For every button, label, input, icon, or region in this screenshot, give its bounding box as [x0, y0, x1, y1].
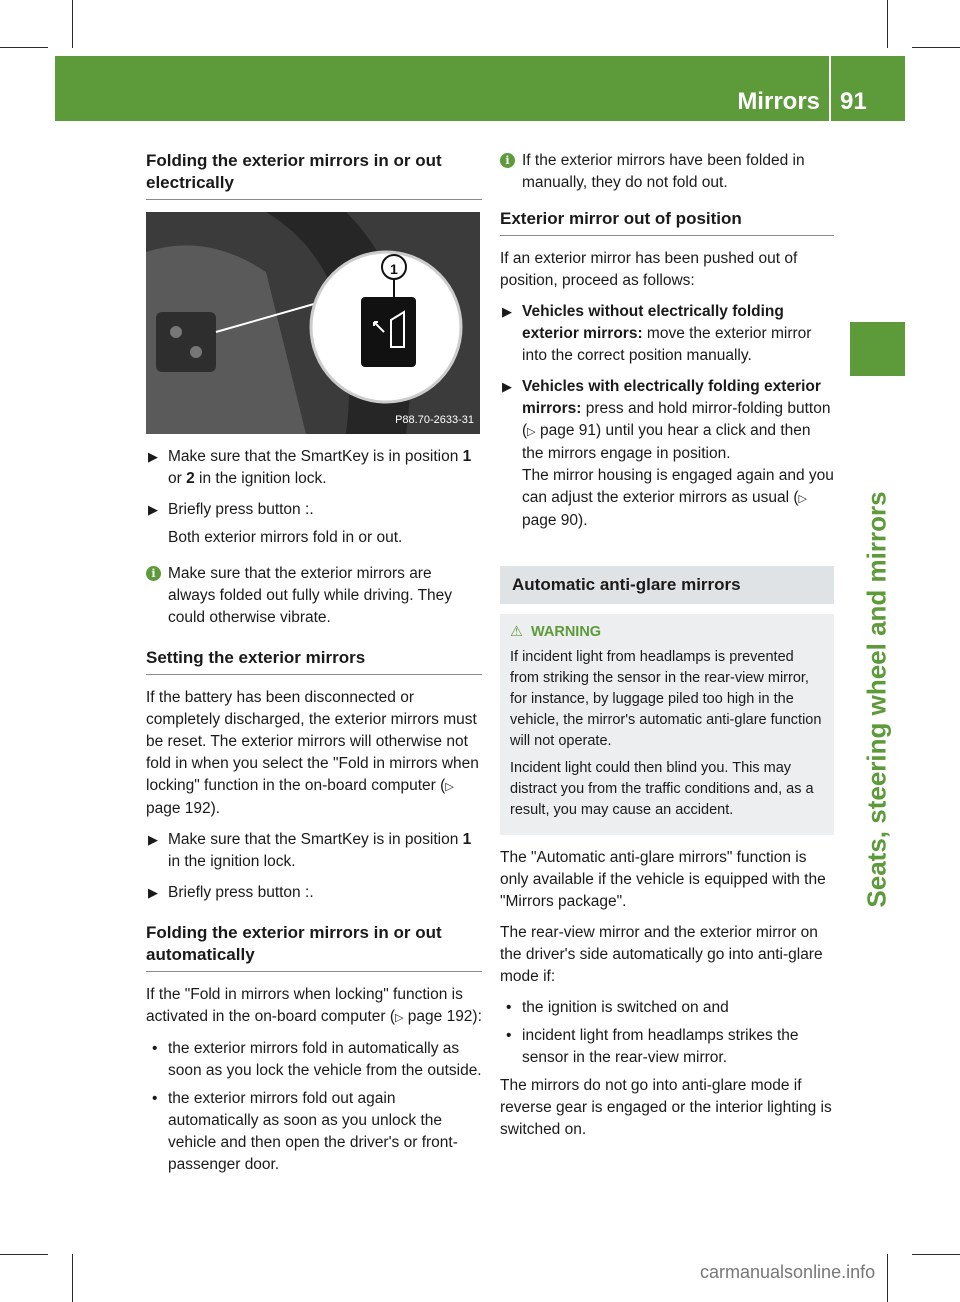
warning-title	[510, 622, 824, 643]
page-ref[interactable]: page 192):	[407, 1008, 482, 1025]
step-press-button: ▶ Briefly press button :. Both exterior mirrors fold in or out.	[146, 499, 482, 549]
info-text: Make sure that the exterior mirrors are always folded out fully while driving. They could otherwise vibrate.	[168, 565, 453, 626]
info-icon: i	[500, 153, 515, 168]
heading-setting: Setting the exterior mirrors	[146, 647, 482, 675]
triangle-right-icon: ▶	[148, 885, 158, 900]
step-continuation	[522, 465, 834, 532]
heading-fold-auto: Folding the exterior mirrors in or out automatically	[146, 922, 482, 972]
step-smartkey-position	[146, 446, 482, 490]
callout-1: 1	[390, 261, 398, 277]
bullet-text: incident light from headlamps strikes the sensor in the rear-view mirror.	[522, 1027, 799, 1066]
triangle-right-icon: ▶	[148, 449, 158, 464]
auto-paragraph	[146, 984, 482, 1029]
heading-fold-electric: Folding the exterior mirrors in or out electrically	[146, 150, 482, 200]
setting-paragraph	[146, 687, 482, 820]
position-number: 1	[462, 831, 472, 848]
page-ref[interactable]: page 192).	[146, 800, 221, 817]
step-text: in the ignition lock.	[199, 470, 327, 487]
step-text: The mirror housing is engaged again and you can adjust the exterior mirrors as usual (	[522, 467, 834, 506]
crop-mark	[72, 0, 73, 48]
photo-illustration	[146, 212, 480, 434]
step-smartkey	[146, 829, 482, 873]
warning-text: Incident light could then blind you. This may distract you from the traffic conditions and, as a result, you may cause an accident.	[510, 760, 814, 818]
bullet-text: the exterior mirrors fold in automatically as soon as you lock the vehicle from the outside.	[168, 1040, 482, 1079]
crop-mark	[887, 0, 888, 48]
list-item	[500, 997, 834, 1019]
paragraph-text: If the "Fold in mirrors when locking" function is activated in the on-board computer (	[146, 986, 463, 1025]
bullet-text: the ignition is switched on and	[522, 999, 729, 1016]
step-text: press and hold mirror-folding button (	[522, 400, 831, 439]
info-note	[146, 563, 482, 629]
warning-text: If incident light from headlamps is prevented from striking the sensor in the rear-view mirror, for instance, by luggage piled too high in the vehicle, the mirror's automatic anti-glare function will not operate.	[510, 649, 822, 749]
image-code: P88.70-2633-31	[395, 414, 474, 426]
page-ref-triangle-icon: ▷	[527, 426, 536, 438]
oop-paragraph: If an exterior mirror has been pushed out of position, proceed as follows:	[500, 250, 798, 289]
warning-box	[500, 614, 834, 835]
list-item	[146, 1038, 482, 1082]
side-tab	[862, 384, 892, 1014]
bullet-mark: •	[152, 1090, 158, 1107]
page-ref-triangle-icon: ▷	[395, 1012, 404, 1024]
triangle-right-icon: ▶	[148, 832, 158, 847]
warning-triangle-icon: ⚠	[510, 624, 523, 640]
info-text: If the exterior mirrors have been folded in manually, they do not fold out.	[522, 152, 805, 191]
bullet-mark: •	[152, 1040, 158, 1057]
step-with-folding	[500, 376, 834, 532]
crop-mark	[72, 1254, 73, 1302]
bullet-mark: •	[506, 999, 512, 1016]
page-ref[interactable]: page 90).	[522, 512, 588, 529]
triangle-right-icon: ▶	[502, 304, 512, 319]
step-text: move the exterior mirror into the correct position manually.	[522, 325, 812, 364]
side-tab-block	[850, 322, 905, 376]
callout-ref: :	[305, 501, 310, 518]
step-result: Both exterior mirrors fold in or out.	[168, 529, 403, 546]
paragraph: The rear-view mirror and the exterior mirror on the driver's side automatically go into anti-glare mode if:	[500, 924, 823, 985]
paragraph: The mirrors do not go into anti-glare mode if reverse gear is engaged or the interior lighting is switched on.	[500, 1077, 832, 1138]
triangle-right-icon: ▶	[502, 379, 512, 394]
position-number: 1	[462, 448, 472, 465]
step-text: Make sure that the SmartKey is in position	[168, 448, 459, 465]
crop-mark	[0, 47, 48, 48]
paragraph: The "Automatic anti-glare mirrors" function is only available if the vehicle is equipped with the "Mirrors package".	[500, 849, 826, 910]
header-separator	[829, 56, 831, 121]
page-number: 91	[840, 88, 867, 115]
info-icon: i	[146, 566, 161, 581]
bullet-mark: •	[506, 1027, 512, 1044]
mirror-button-photo	[146, 212, 480, 434]
step-text: Briefly press button	[168, 501, 301, 518]
step-text: Make sure that the SmartKey is in position	[168, 831, 459, 848]
step-text: Briefly press button	[168, 884, 301, 901]
crop-mark	[912, 47, 960, 48]
crop-mark	[887, 1254, 888, 1302]
step-text: in the ignition lock.	[168, 853, 296, 870]
list-item	[146, 1088, 482, 1176]
step-label: Vehicles without electrically folding exterior mirrors:	[522, 303, 784, 342]
callout-ref: :	[305, 884, 310, 901]
crop-mark	[912, 1254, 960, 1255]
list-item	[500, 1025, 834, 1069]
heading-out-of-position: Exterior mirror out of position	[500, 208, 834, 236]
bullet-text: the exterior mirrors fold out again automatically as soon as you unlock the vehicle and then open the driver's or front-passenger door.	[168, 1090, 458, 1173]
page-ref-triangle-icon: ▷	[798, 493, 807, 505]
info-note	[500, 150, 834, 194]
side-tab-label: Seats, steering wheel and mirrors	[861, 490, 892, 908]
section-title: Mirrors	[737, 88, 820, 115]
step-press-button-2: ▶ Briefly press button :.	[146, 882, 482, 904]
watermark: carmanualsonline.info	[700, 1262, 876, 1282]
page-ref[interactable]: page 91) until you hear a click and then the mirrors engage in position.	[522, 422, 811, 462]
crop-mark	[0, 1254, 48, 1255]
page-ref-triangle-icon: ▷	[445, 781, 454, 793]
step-text: or	[168, 470, 182, 487]
warning-label: WARNING	[531, 624, 602, 640]
right-column	[500, 150, 834, 1150]
triangle-right-icon: ▶	[148, 502, 158, 517]
step-without-folding	[500, 301, 834, 367]
step-label: Vehicles with electrically folding exterior mirrors:	[522, 378, 821, 417]
paragraph-text: If the battery has been disconnected or completely discharged, the exterior mirrors must be reset. The exterior mirrors will otherwise not fold in when you select the "Fold in mirrors when locking" function in the on-board computer (	[146, 689, 479, 794]
left-column	[146, 150, 482, 1182]
position-number: 2	[186, 470, 195, 487]
section-banner: Automatic anti-glare mirrors	[500, 566, 834, 604]
